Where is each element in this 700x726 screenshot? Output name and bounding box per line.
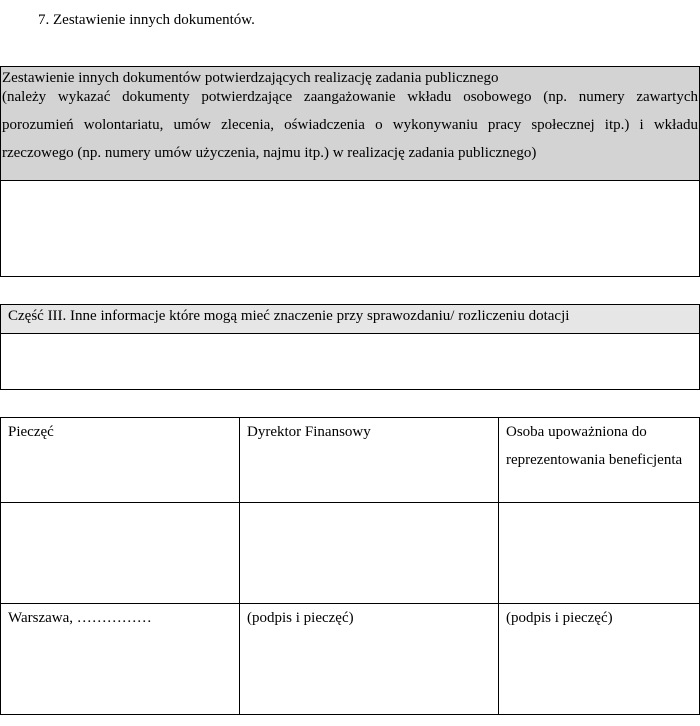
authorized-person-signature-field[interactable] xyxy=(499,503,700,604)
authorized-person-header-cell: Osoba upoważniona do reprezentowania beneficjenta xyxy=(499,418,700,503)
finance-director-signature-field[interactable] xyxy=(240,503,499,604)
signature-table-footer-row xyxy=(1,604,700,715)
part3-box-title: Część III. Inne informacje które mogą mieć znaczenie przy sprawozdaniu/ rozliczeniu dotacji xyxy=(1,305,699,334)
documents-box xyxy=(0,66,700,277)
finance-director-sign-note: (podpis i pieczęć) xyxy=(240,604,499,715)
section-heading: 7. Zestawienie innych dokumentów. xyxy=(38,12,255,28)
part3-box xyxy=(0,304,700,390)
documents-box-title: Zestawienie innych dokumentów potwierdzających realizację zadania publicznego xyxy=(2,70,499,86)
signature-table-blank-row xyxy=(1,503,700,604)
finance-director-header-cell: Dyrektor Finansowy xyxy=(240,418,499,503)
stamp-header-cell: Pieczęć xyxy=(1,418,240,503)
documents-box-description: (należy wykazać dokumenty potwierdzające zaangażowanie wkładu osobowego (np. numery zawartych porozumień wolontariatu, umów zlecenia, oświadczenia o wykonywaniu pracy społecznej itp.) i wkładu rzeczowego (np. numery umów użyczenia, najmu itp.) w realizację zadania publicznego) xyxy=(2,89,698,161)
documents-box-content-field[interactable] xyxy=(1,181,699,276)
signature-table-header-row xyxy=(1,418,700,503)
signature-table xyxy=(0,417,700,715)
authorized-person-sign-note: (podpis i pieczęć) xyxy=(499,604,700,715)
place-date-cell: Warszawa, …………… xyxy=(1,604,240,715)
documents-box-header xyxy=(1,67,699,181)
stamp-field[interactable] xyxy=(1,503,240,604)
